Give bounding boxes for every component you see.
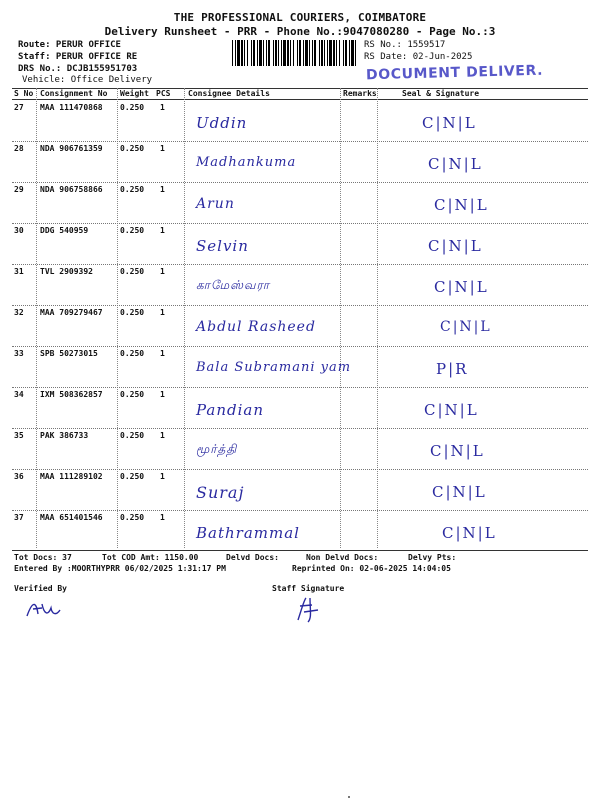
table-header-rule [12,99,588,100]
row-weight: 0.250 [120,513,145,522]
row-weight: 0.250 [120,226,145,235]
row-weight: 0.250 [120,103,145,112]
row-consignee-name: Bala Subramani yam [196,360,352,375]
row-consignee-name: Bathrammal [196,524,300,542]
col-divider [340,88,341,548]
row-seal-signature: C|N|L [430,442,485,460]
row-sno: 33 [14,349,24,358]
staff-signature [292,594,326,624]
barcode-image [232,40,356,66]
row-consignee-name: Uddin [196,114,248,132]
row-sno: 36 [14,472,24,481]
row-pcs: 1 [160,308,165,317]
row-consignee-name: Suraj [196,483,245,502]
row-sno: 30 [14,226,24,235]
row-sno: 37 [14,513,24,522]
delivered-docs: Delvd Docs: [226,553,279,562]
row-pcs: 1 [160,349,165,358]
col-divider [377,88,378,548]
row-consignee-name: Madhankuma [196,155,297,170]
row-consignment-no: SPB 50273015 [40,349,98,358]
row-consignment-no: NDA 906761359 [40,144,103,153]
row-consignee-name: Selvin [196,237,249,255]
row-pcs: 1 [160,431,165,440]
row-consignment-no: MAA 111289102 [40,472,103,481]
scan-dot [348,796,350,798]
vehicle-label: Vehicle: Office Delivery [22,75,153,85]
row-divider [12,428,588,429]
col-header-seal: Seal & Signature [402,89,480,98]
row-pcs: 1 [160,185,165,194]
total-cod-amount: Tot COD Amt: 1150.00 [102,553,199,562]
document-delivery-stamp: DOCUMENT DELIVER. [365,62,544,84]
row-sno: 35 [14,431,24,440]
row-pcs: 1 [160,103,165,112]
row-weight: 0.250 [120,185,145,194]
row-divider [12,305,588,306]
row-divider [12,510,588,511]
row-pcs: 1 [160,390,165,399]
col-header-remarks: Remarks [343,89,377,98]
total-docs: Tot Docs: 37 [14,553,72,562]
staff-signature-label: Staff Signature [272,584,345,593]
row-sno: 32 [14,308,24,317]
rs-date: RS Date: 02-Jun-2025 [364,52,473,62]
col-header-sno: S No [14,89,34,98]
runsheet-subtitle: Delivery Runsheet - PRR - Phone No.:9047080280 - Page No.:3 [104,25,496,38]
route-label: Route: PERUR OFFICE [18,40,121,50]
footer-rule [12,550,588,551]
col-divider [184,88,185,548]
row-seal-signature: C|N|L [424,401,479,419]
row-consignment-no: MAA 651401546 [40,513,103,522]
row-divider [12,346,588,347]
drs-number: DRS No.: DCJB155951703 [18,64,138,74]
row-weight: 0.250 [120,431,145,440]
row-pcs: 1 [160,472,165,481]
row-pcs: 1 [160,226,165,235]
row-pcs: 1 [160,267,165,276]
row-consignee-name: Abdul Rasheed [196,319,316,335]
row-consignment-no: PAK 386733 [40,431,89,440]
row-seal-signature: C|N|L [432,483,487,501]
company-title: THE PROFESSIONAL COURIERS, COIMBATORE [173,11,427,24]
row-consignee-name: காமேஸ்வரா [196,278,270,292]
reprinted-on: Reprinted On: 02-06-2025 14:04:05 [292,564,451,573]
row-pcs: 1 [160,144,165,153]
entered-by: Entered By :MOORTHYPRR 06/02/2025 1:31:17 PM [14,564,226,573]
non-delivered-docs: Non Delvd Docs: [306,553,379,562]
row-consignee-name: மூர்த்தி [196,442,238,456]
row-consignment-no: IXM 508362857 [40,390,103,399]
row-seal-signature: C|N|L [440,319,492,335]
row-seal-signature: C|N|L [422,114,477,132]
row-seal-signature: C|N|L [434,278,489,296]
row-seal-signature: P|R [436,360,469,378]
col-header-consignment: Consignment No [40,89,108,98]
row-seal-signature: C|N|L [428,237,483,255]
row-divider [12,182,588,183]
row-divider [12,141,588,142]
col-header-weight: Weight [120,89,149,98]
row-sno: 31 [14,267,24,276]
row-divider [12,223,588,224]
col-header-pcs: PCS [156,89,171,98]
row-divider [12,387,588,388]
row-sno: 29 [14,185,24,194]
row-weight: 0.250 [120,390,145,399]
row-seal-signature: C|N|L [428,155,483,173]
row-consignment-no: MAA 111470868 [40,103,103,112]
row-weight: 0.250 [120,472,145,481]
row-consignment-no: TVL 2909392 [40,267,93,276]
row-consignee-name: Arun [196,196,235,212]
col-header-consignee: Consignee Details [188,89,270,98]
row-consignment-no: MAA 709279467 [40,308,103,317]
row-divider [12,264,588,265]
verified-by-label: Verified By [14,584,67,593]
rs-number: RS No.: 1559517 [364,40,446,50]
row-weight: 0.250 [120,144,145,153]
row-sno: 34 [14,390,24,399]
row-weight: 0.250 [120,308,145,317]
row-pcs: 1 [160,513,165,522]
row-consignee-name: Pandian [196,401,265,419]
row-consignment-no: DDG 540959 [40,226,89,235]
row-consignment-no: NDA 906758866 [40,185,103,194]
row-sno: 28 [14,144,24,153]
row-divider [12,469,588,470]
row-weight: 0.250 [120,349,145,358]
staff-label: Staff: PERUR OFFICE RE [18,52,138,62]
col-divider [36,88,37,548]
row-weight: 0.250 [120,267,145,276]
row-seal-signature: C|N|L [434,196,489,214]
verifier-signature [24,596,64,622]
delivery-points: Delvy Pts: [408,553,457,562]
row-seal-signature: C|N|L [442,524,497,542]
row-sno: 27 [14,103,24,112]
col-divider [117,88,118,548]
